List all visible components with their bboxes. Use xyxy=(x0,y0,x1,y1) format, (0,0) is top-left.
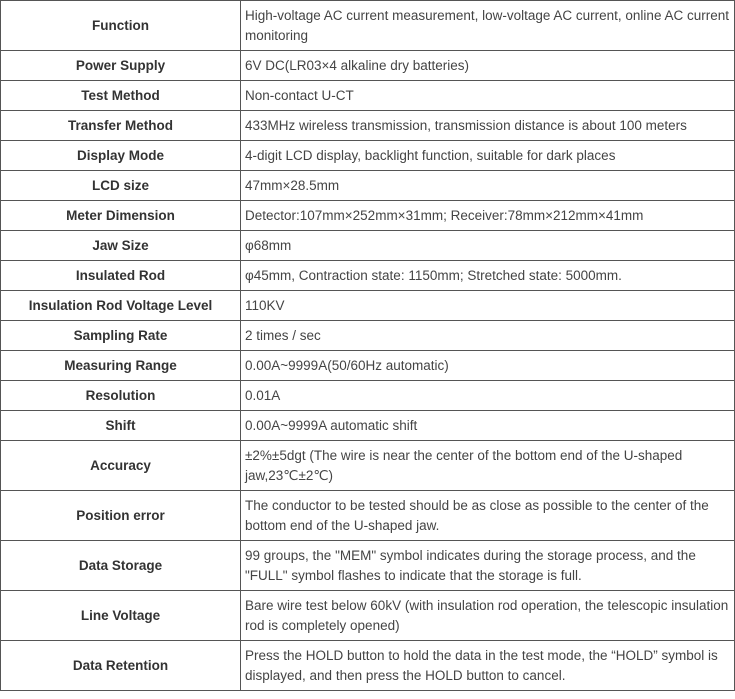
spec-label-transfer-method: Transfer Method xyxy=(1,111,241,141)
spec-value-test-method: Non-contact U-CT xyxy=(241,81,735,111)
spec-label-data-retention: Data Retention xyxy=(1,641,241,691)
spec-label-test-method: Test Method xyxy=(1,81,241,111)
spec-value-measuring-range: 0.00A~9999A(50/60Hz automatic) xyxy=(241,351,735,381)
spec-label-line-voltage: Line Voltage xyxy=(1,591,241,641)
table-row xyxy=(1,641,735,691)
table-row xyxy=(1,411,735,441)
table-row xyxy=(1,261,735,291)
table-row xyxy=(1,351,735,381)
spec-value-jaw-size: φ68mm xyxy=(241,231,735,261)
table-row xyxy=(1,441,735,491)
table-row xyxy=(1,171,735,201)
spec-value-accuracy: ±2%±5dgt (The wire is near the center of the bottom end of the U-shaped jaw,23℃±2℃) xyxy=(241,441,735,491)
spec-label-accuracy: Accuracy xyxy=(1,441,241,491)
spec-label-jaw-size: Jaw Size xyxy=(1,231,241,261)
spec-label-data-storage: Data Storage xyxy=(1,541,241,591)
table-row xyxy=(1,381,735,411)
table-row xyxy=(1,141,735,171)
spec-label-meter-dimension: Meter Dimension xyxy=(1,201,241,231)
spec-value-shift: 0.00A~9999A automatic shift xyxy=(241,411,735,441)
spec-label-resolution: Resolution xyxy=(1,381,241,411)
table-row xyxy=(1,111,735,141)
spec-value-lcd-size: 47mm×28.5mm xyxy=(241,171,735,201)
table-row xyxy=(1,1,735,51)
spec-value-position-error: The conductor to be tested should be as close as possible to the center of the bottom end of the U-shaped jaw. xyxy=(241,491,735,541)
spec-value-insulation-rod-voltage-level: 110KV xyxy=(241,291,735,321)
table-row xyxy=(1,81,735,111)
spec-label-lcd-size: LCD size xyxy=(1,171,241,201)
table-row xyxy=(1,541,735,591)
spec-value-power-supply: 6V DC(LR03×4 alkaline dry batteries) xyxy=(241,51,735,81)
spec-value-meter-dimension: Detector:107mm×252mm×31mm; Receiver:78mm×212mm×41mm xyxy=(241,201,735,231)
spec-value-data-storage: 99 groups, the "MEM" symbol indicates during the storage process, and the "FULL" symbol flashes to indicate that the storage is full. xyxy=(241,541,735,591)
table-row xyxy=(1,321,735,351)
spec-label-insulated-rod: Insulated Rod xyxy=(1,261,241,291)
spec-value-function: High-voltage AC current measurement, low-voltage AC current, online AC current monitoring xyxy=(241,1,735,51)
spec-value-display-mode: 4-digit LCD display, backlight function, suitable for dark places xyxy=(241,141,735,171)
table-row xyxy=(1,51,735,81)
spec-label-insulation-rod-voltage-level: Insulation Rod Voltage Level xyxy=(1,291,241,321)
table-row xyxy=(1,291,735,321)
spec-label-display-mode: Display Mode xyxy=(1,141,241,171)
spec-value-sampling-rate: 2 times / sec xyxy=(241,321,735,351)
table-row xyxy=(1,491,735,541)
table-row xyxy=(1,231,735,261)
spec-label-sampling-rate: Sampling Rate xyxy=(1,321,241,351)
spec-value-insulated-rod: φ45mm, Contraction state: 1150mm; Stretched state: 5000mm. xyxy=(241,261,735,291)
spec-label-power-supply: Power Supply xyxy=(1,51,241,81)
table-row xyxy=(1,591,735,641)
table-row xyxy=(1,201,735,231)
spec-value-line-voltage: Bare wire test below 60kV (with insulation rod operation, the telescopic insulation rod is completely opened) xyxy=(241,591,735,641)
spec-value-resolution: 0.01A xyxy=(241,381,735,411)
spec-label-shift: Shift xyxy=(1,411,241,441)
spec-label-position-error: Position error xyxy=(1,491,241,541)
spec-value-transfer-method: 433MHz wireless transmission, transmission distance is about 100 meters xyxy=(241,111,735,141)
spec-label-function: Function xyxy=(1,1,241,51)
spec-value-data-retention: Press the HOLD button to hold the data in the test mode, the “HOLD” symbol is displayed, and then press the HOLD button to cancel. xyxy=(241,641,735,691)
spec-label-measuring-range: Measuring Range xyxy=(1,351,241,381)
